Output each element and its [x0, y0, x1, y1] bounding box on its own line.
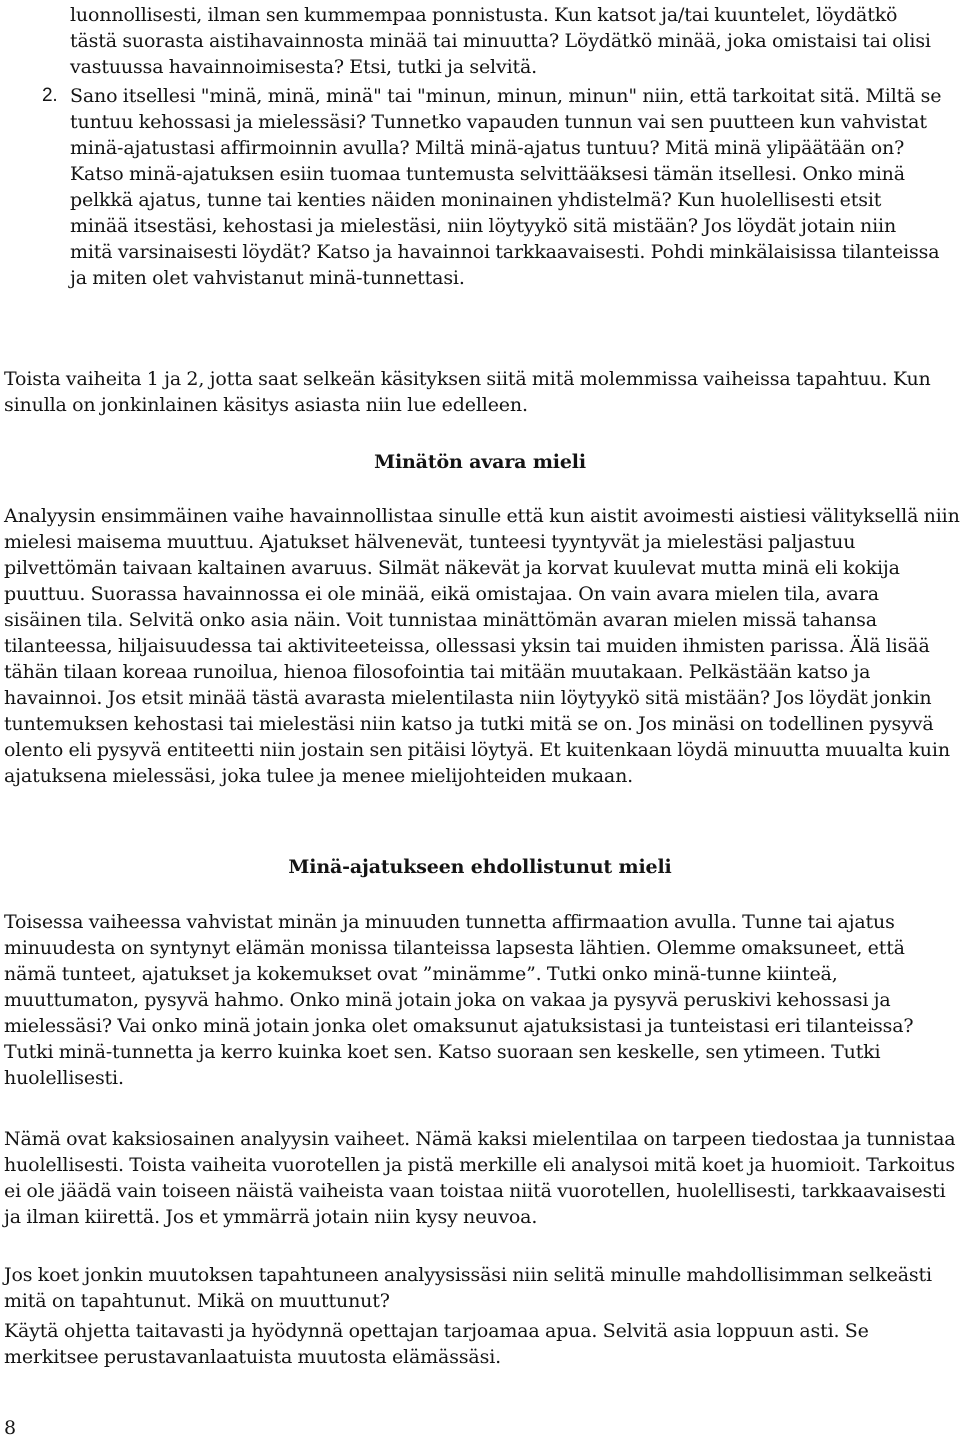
- summary-paragraph: Nämä ovat kaksiosainen analyysin vaiheet. Nämä kaksi mielentilaa on tarpeen tiedostaa ja tunnistaa huolellisesti. Toista vaiheita vuorotellen ja pistä merkille eli analysoi mitä koet ja huomioit. Tarkoitus ei ole jäädä vain toiseen näistä vaiheista vaan toistaa niitä vuorotellen, huolellisesti, tarkkaavaisesti ja ilman kiirettä. Jos et ymmärrä jotain niin kysy neuvoa.: [4, 1128, 956, 1228]
- list-item-text: Sano itsellesi "minä, minä, minä" tai "minun, minun, minun" niin, että tarkoitat sitä. Miltä se tuntuu kehossasi ja mielessäsi? Tunnetko vapauden tunnun vai sen puutteen kun vahvistat minä-ajatustasi affirmoinnin avulla? Miltä minä-ajatus tuntuu? Mitä minä ylipäätään on? Katso minä-ajatuksen esiin tuomaa tuntemusta selvittääksesi tämän itsellesi. Onko minä pelkkä ajatus, tunne tai kenties näiden moninainen yhdistelmä? Kun huolellisesti etsit minää itsestäsi, kehostasi ja mielestäsi, niin löytyykö sitä mistään? Jos löydät jotain niin mitä varsinaisesti löydät? Katso ja havainnoi tarkkaavaisesti. Pohdi minkälaisissa tilanteissa ja miten olet vahvistanut minä-tunnettasi.: [70, 85, 942, 289]
- list-item-number: 2.: [42, 85, 58, 106]
- closing-paragraph-line-1: Jos koet jonkin muutoksen tapahtuneen analyysissäsi niin selitä minulle mahdollisimman selkeästi mitä on tapahtunut. Mikä on muuttunut?: [4, 1264, 932, 1312]
- section-2-body: Toisessa vaiheessa vahvistat minän ja minuuden tunnetta affirmaation avulla. Tunne tai ajatus minuudesta on syntynyt elämän monissa tilanteissa lapsesta lähtien. Olemme omaksuneet, että nämä tunteet, ajatukset ja kokemukset ovat ”minämme”. Tutki onko minä-tunne kiinteä, muuttumaton, pysyvä hahmo. Onko minä jotain joka on vakaa ja pysyvä peruskivi kehossasi ja mielessäsi? Vai onko minä jotain jonka olet omaksunut ajatuksistasi ja tunteistasi eri tilanteissa? Tutki minä-tunnetta ja kerro kuinka koet sen. Katso suoraan sen keskelle, sen ytimeen. Tutki huolellisesti.: [4, 911, 914, 1089]
- section-1-body: Analyysin ensimmäinen vaihe havainnollistaa sinulle että kun aistit avoimesti aistiesi välityksellä niin mielesi maisema muuttuu. Ajatukset hälvenevät, tunteesi tyyntyvät ja mielestäsi paljastuu pilvettömän taivaan kaltainen avaruus. Silmät näkevät ja korvat kuulevat mutta minä eli kokija puuttuu. Suorassa havainnossa ei ole minää, eikä omistajaa. On vain avara mielen tila, avara sisäinen tila. Selvitä onko asia näin. Voit tunnistaa minättömän avaran mielen missä tahansa tilanteessa, hiljaisuudessa tai aktiviteeteissa, ollessasi yksin tai muiden ihmisten parissa. Älä lisää tähän tilaan koreaa runoilua, hienoa filosofointia tai mitään muutakaan. Pelkästään katso ja havainnoi. Jos etsit minää tästä avarasta mielentilasta niin löytyykö sitä mistään? Jos löydät jonkin tuntemuksen kehostasi tai mielestäsi niin katso ja tutki mitä se on. Jos minäsi on todellinen pysyvä olento eli pysyvä entiteetti niin jostain sen pitäisi löytyä. Et kuitenkaan löydä minuutta muualta kuin ajatuksena mielessäsi, joka tulee ja menee mielijohteiden mukaan.: [4, 505, 960, 787]
- page-number: 8: [4, 1417, 17, 1439]
- section-heading-minaton-avara-mieli: Minätön avara mieli: [374, 451, 586, 473]
- instruction-paragraph: Toista vaiheita 1 ja 2, jotta saat selkeän käsityksen siitä mitä molemmissa vaiheissa tapahtuu. Kun sinulla on jonkinlainen käsitys asiasta niin lue edelleen.: [4, 368, 931, 416]
- closing-paragraph-line-2: Käytä ohjetta taitavasti ja hyödynnä opettajan tarjoamaa apua. Selvitä asia loppuun asti. Se merkitsee perustavanlaatuista muutosta elämässäsi.: [4, 1320, 869, 1368]
- section-heading-mina-ajatukseen-ehdollistunut-mieli: Minä-ajatukseen ehdollistunut mieli: [288, 856, 672, 878]
- list-continuation-paragraph: luonnollisesti, ilman sen kummempaa ponnistusta. Kun katsot ja/tai kuuntelet, löydätkö tästä suorasta aistihavainnosta minää tai minuutta? Löydätkö minää, joka omistaisi tai olisi vastuussa havainnoimisesta? Etsi, tutki ja selvitä.: [70, 4, 931, 78]
